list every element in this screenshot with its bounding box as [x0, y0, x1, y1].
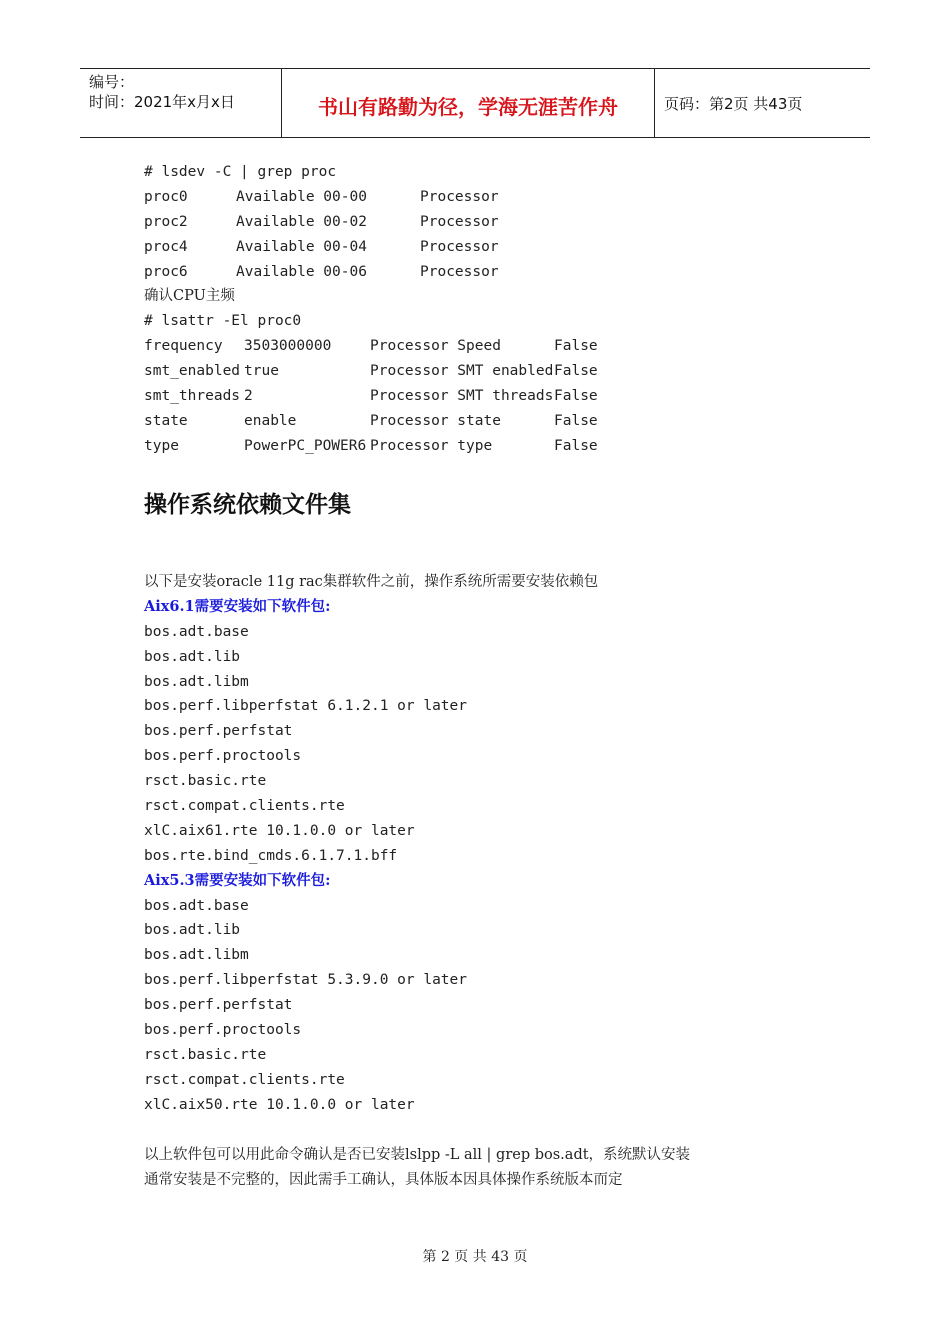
attr-desc: Processor type — [370, 437, 493, 454]
doc-code-label: 编号： — [89, 73, 135, 91]
package-item: bos.perf.libperfstat 5.3.9.0 or later — [144, 972, 468, 989]
attr-name: type — [144, 437, 179, 454]
intro-text: 以下是安装oracle 11g rac集群软件之前，操作系统所需要安装依赖包 — [144, 574, 599, 590]
section-title: 操作系统依赖文件集 — [144, 492, 351, 518]
header-meta-cell — [80, 69, 282, 137]
package-item: bos.perf.perfstat — [144, 997, 293, 1014]
package-item: bos.adt.libm — [144, 673, 249, 690]
attr-name: state — [144, 412, 188, 429]
proc-status: Available 00-04 — [236, 238, 367, 255]
package-item: bos.perf.perfstat — [144, 723, 293, 740]
proc-desc: Processor — [420, 238, 499, 255]
page-footer: 第 2 页 共 43 页 — [422, 1249, 528, 1265]
attr-value: enable — [244, 412, 297, 429]
confirm-cpu-note: 确认CPU主频 — [144, 288, 235, 305]
package-item: rsct.compat.clients.rte — [144, 798, 345, 815]
attr-row — [144, 359, 844, 384]
attr-row — [144, 434, 844, 459]
package-item: rsct.basic.rte — [144, 1046, 267, 1063]
attr-value: true — [244, 363, 279, 380]
proc-name: proc2 — [144, 213, 188, 230]
package-item: bos.adt.base — [144, 897, 249, 914]
package-item: xlC.aix50.rte 10.1.0.0 or later — [144, 1096, 415, 1113]
package-item: bos.adt.libm — [144, 947, 249, 964]
lsdev-command: # lsdev -C | grep proc — [144, 164, 337, 180]
attr-row — [144, 334, 844, 359]
attr-value: 2 — [244, 388, 253, 405]
proc-status: Available 00-00 — [236, 188, 367, 205]
note-block — [144, 1143, 844, 1193]
attr-flag: False — [554, 412, 598, 429]
header-motto: 书山有路勤为径，学海无涯苦作舟 — [318, 94, 618, 119]
header-page-info: 页码：第2页 共43页 — [664, 94, 803, 113]
note-line: 以上软件包可以用此命令确认是否已安装lslpp -L all | grep bos.adt，系统默认安装 — [144, 1147, 691, 1163]
proc-name: proc6 — [144, 263, 188, 280]
proc-desc: Processor — [420, 213, 499, 230]
package-item: bos.adt.lib — [144, 922, 241, 939]
attr-desc: Processor Speed — [370, 338, 501, 355]
lsattr-command: # lsattr -El proc0 — [144, 313, 302, 330]
attr-flag: False — [554, 363, 598, 380]
proc-name: proc0 — [144, 188, 188, 205]
attr-row — [144, 409, 844, 434]
proc-status: Available 00-02 — [236, 213, 367, 230]
attr-flag: False — [554, 338, 598, 355]
package-item: bos.perf.proctools — [144, 1022, 302, 1039]
proc-desc: Processor — [420, 188, 499, 205]
package-item: bos.rte.bind_cmds.6.1.7.1.bff — [144, 847, 398, 864]
attr-name: smt_threads — [144, 388, 241, 405]
note-line: 通常安装是不完整的，因此需手工确认，具体版本因具体操作系统版本而定 — [144, 1171, 623, 1188]
proc-row — [144, 185, 844, 210]
aix53-heading: Aix5.3需要安装如下软件包: — [144, 871, 331, 889]
attr-value: PowerPC_POWER6 — [244, 437, 367, 454]
package-item: rsct.compat.clients.rte — [144, 1071, 345, 1088]
attr-value: 3503000000 — [244, 338, 332, 355]
doc-date-label: 时间：2021年x月x日 — [89, 93, 235, 111]
proc-name: proc4 — [144, 238, 188, 255]
package-item: bos.adt.base — [144, 623, 249, 640]
package-item: xlC.aix61.rte 10.1.0.0 or later — [144, 822, 415, 839]
page-header — [80, 68, 870, 138]
attr-flag: False — [554, 437, 598, 454]
attr-name: frequency — [144, 338, 223, 355]
cpu-info-block — [144, 160, 844, 459]
attr-desc: Processor SMT threads — [370, 388, 554, 405]
header-page-cell — [655, 69, 870, 137]
package-item: bos.perf.proctools — [144, 748, 302, 765]
proc-status: Available 00-06 — [236, 263, 367, 280]
attr-name: smt_enabled — [144, 363, 241, 380]
attr-desc: Processor state — [370, 412, 501, 429]
package-item: rsct.basic.rte — [144, 773, 267, 790]
aix61-heading: Aix6.1需要安装如下软件包: — [144, 597, 331, 615]
attr-flag: False — [554, 388, 598, 405]
attr-desc: Processor SMT enabled — [370, 363, 554, 380]
proc-row — [144, 260, 844, 285]
package-item: bos.perf.libperfstat 6.1.2.1 or later — [144, 698, 468, 715]
header-motto-cell — [282, 69, 655, 137]
proc-row — [144, 235, 844, 260]
package-item: bos.adt.lib — [144, 648, 241, 665]
package-block — [144, 570, 844, 1118]
attr-row — [144, 384, 844, 409]
proc-row — [144, 210, 844, 235]
proc-desc: Processor — [420, 263, 499, 280]
